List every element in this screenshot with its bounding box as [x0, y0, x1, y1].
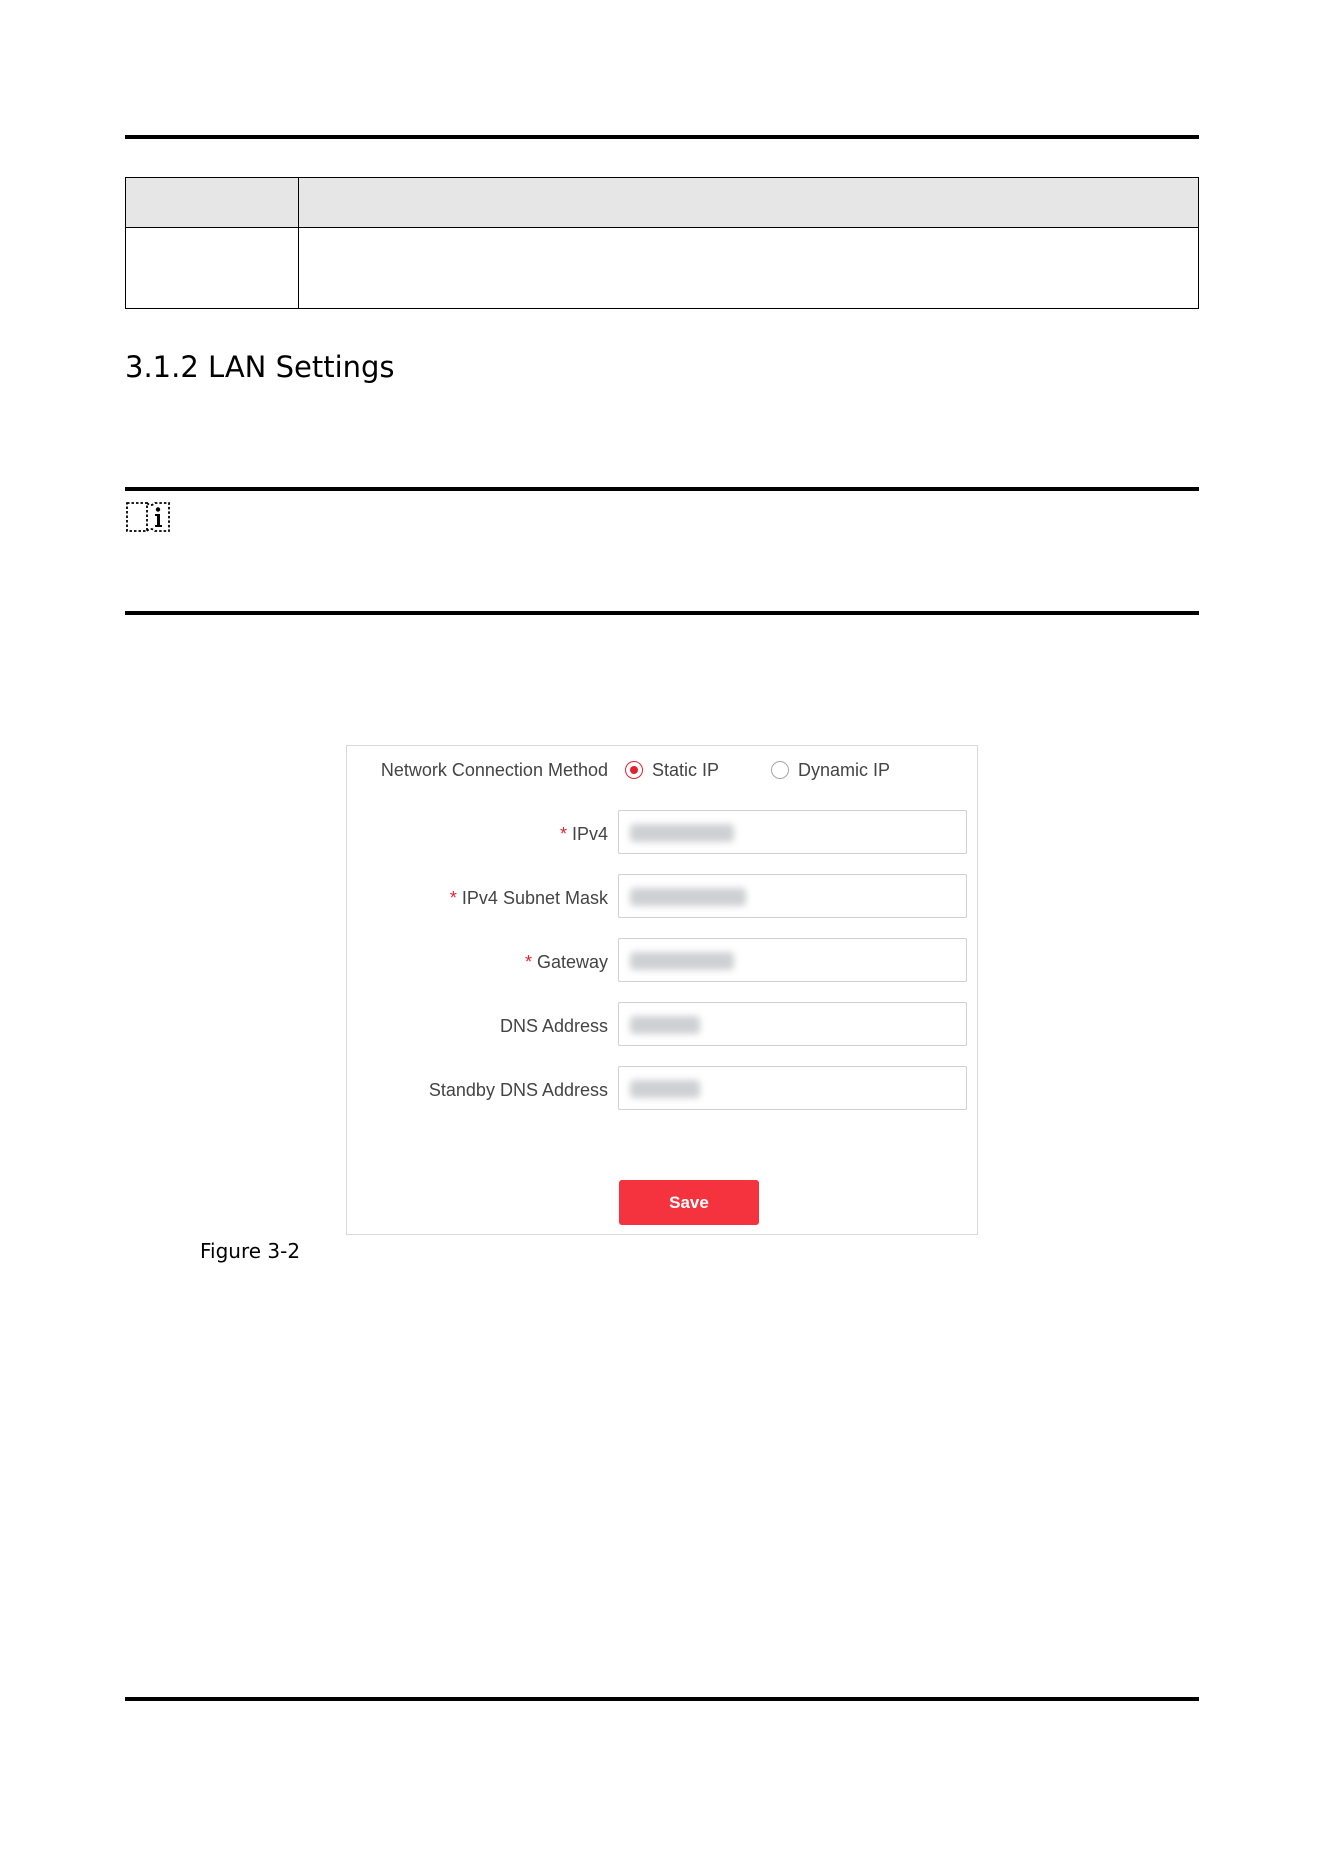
- lan-settings-panel: [346, 745, 978, 1235]
- dynamic-ip-radio[interactable]: [771, 758, 890, 782]
- redacted-value: [630, 888, 746, 906]
- standby-dns-input[interactable]: [618, 1066, 967, 1110]
- table-header-row: [126, 178, 1199, 228]
- redacted-value: [630, 952, 734, 970]
- required-asterisk: *: [449, 888, 457, 908]
- note-top-rule: [125, 487, 1199, 491]
- connection-method-label: Network Connection Method: [380, 760, 608, 780]
- gateway-input[interactable]: [618, 938, 967, 982]
- subnet-mask-label-text: IPv4 Subnet Mask: [461, 888, 608, 908]
- static-ip-radio[interactable]: [625, 758, 719, 782]
- table-cell: [299, 228, 1199, 309]
- static-ip-label: Static IP: [652, 759, 720, 780]
- header-rule: [125, 135, 1199, 139]
- section-heading: 3.1.2 LAN Settings: [125, 350, 395, 384]
- dns-address-label: DNS Address: [499, 1016, 608, 1036]
- gateway-label-text: Gateway: [536, 952, 608, 972]
- subnet-mask-label: [450, 888, 608, 909]
- footer-rule: [125, 1697, 1199, 1701]
- save-button[interactable]: Save: [619, 1180, 759, 1225]
- dynamic-ip-label: Dynamic IP: [798, 759, 891, 780]
- required-asterisk: *: [524, 952, 532, 972]
- figure-caption: Figure 3-2: [200, 1239, 301, 1263]
- ipv4-label: [560, 824, 608, 845]
- table-row: [126, 228, 1199, 309]
- radio-unselected-icon: [771, 761, 789, 779]
- standby-dns-label: Standby DNS Address: [428, 1080, 608, 1100]
- radio-selected-icon: [625, 761, 643, 779]
- gateway-label: [525, 952, 608, 973]
- redacted-value: [630, 1080, 700, 1098]
- dns-address-input[interactable]: [618, 1002, 967, 1046]
- required-asterisk: *: [559, 824, 567, 844]
- parameter-table: [125, 177, 1199, 309]
- subnet-mask-input[interactable]: [618, 874, 967, 918]
- ipv4-label-text: IPv4: [571, 824, 608, 844]
- ipv4-input[interactable]: [618, 810, 967, 854]
- table-header-cell: [299, 178, 1199, 228]
- note-bottom-rule: [125, 611, 1199, 615]
- table-header-cell: [126, 178, 299, 228]
- note-book-info-icon: [125, 500, 173, 534]
- redacted-value: [630, 1016, 700, 1034]
- redacted-value: [630, 824, 734, 842]
- table-cell: [126, 228, 299, 309]
